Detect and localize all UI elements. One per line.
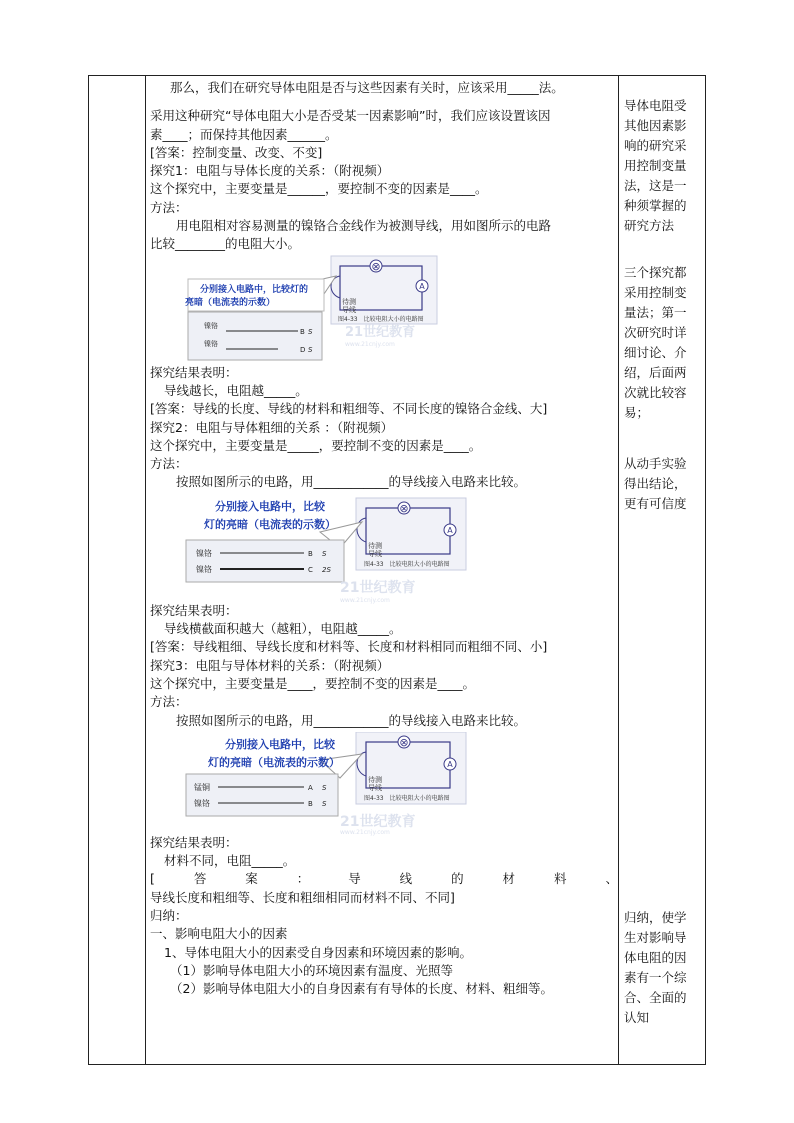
lesson-table <box>88 75 706 1065</box>
side-note-line: 量法；第一 <box>624 305 687 320</box>
wire1-end: A <box>308 783 313 792</box>
wire2-end: B <box>308 799 313 808</box>
exp2-variable-question: 这个探究中，主要变量是_____，要控制不变的因素是____。 <box>150 437 482 453</box>
exp1-method-line2: 比较________的电阻大小。 <box>150 236 301 252</box>
watermark: 21世纪教育 <box>340 813 416 830</box>
exp1-method-label: 方法： <box>150 199 188 215</box>
wire-label-1: 待测 <box>342 297 356 306</box>
side-note-line: 易； <box>624 405 650 420</box>
figure-caption: 图4-33 比较电阻大小的电路图 <box>364 794 450 802</box>
side-note-line: 其他因素影 <box>624 118 687 133</box>
exp3-figure-svg <box>180 732 470 836</box>
exp1-method-line1: 用电阻相对容易测量的镍铬合金线作为被测导线，用如图所示的电路 <box>176 218 552 234</box>
summary-label: 归纳： <box>150 908 188 924</box>
answer-char: 、 <box>605 871 618 887</box>
side-note-three-experiments <box>624 263 696 423</box>
wire2-material: 镍铬 <box>204 339 218 348</box>
exp3-method-label: 方法： <box>150 694 188 710</box>
exp3-result-label: 探究结果表明： <box>150 834 238 850</box>
exp3-result: 材料不同，电阻_____。 <box>164 853 296 869</box>
side-note-line: 三个探究都 <box>624 265 687 280</box>
side-note-line: 认知 <box>624 1010 650 1025</box>
wire-label-1: 待测 <box>368 541 382 550</box>
answer-char: 案 <box>245 871 258 887</box>
side-note-line: 绍，后面两 <box>624 365 687 380</box>
exp2-answer: [答案：导线粗细、导线长度和材料等、长度和材料相同而粗细不同、小] <box>150 639 548 655</box>
column-divider-right <box>618 76 619 1064</box>
side-note-hands-on <box>624 454 696 514</box>
figure-caption: 图4-33 比较电阻大小的电路图 <box>338 315 424 323</box>
answer-char: 导 <box>348 871 361 887</box>
wire1-area: S <box>322 783 327 792</box>
wire2-end: D <box>300 345 306 354</box>
side-note-line: 采用控制变 <box>624 285 687 300</box>
wire-label-2: 导线 <box>368 783 382 792</box>
side-note-line: 响的研究采 <box>624 138 687 153</box>
side-note-line: 次研究时详 <box>624 325 687 340</box>
lamp-symbol: ⊗ <box>371 259 381 273</box>
callout-line1: 分别接入电路中，比较 <box>215 499 325 513</box>
exp3-method-line1: 按照如图所示的电路，用____________的导线接入电路来比较。 <box>176 712 527 728</box>
wires-panel <box>186 540 344 582</box>
side-note-line: 素有一个综 <box>624 970 687 985</box>
callout-line1: 分别接入电路中，比较灯的 <box>199 284 309 295</box>
wire2-material: 镍铬 <box>194 798 210 808</box>
wire1-end: B <box>300 327 305 336</box>
side-note-line: 体电阻的因 <box>624 950 687 965</box>
exp2-result: 导线横截面积越大（越粗），电阻越_____。 <box>164 621 402 637</box>
lamp-symbol: ⊗ <box>399 501 409 515</box>
callout-line2: 灯的亮暗（电流表的示数） <box>204 517 336 531</box>
side-note-control-variable <box>624 96 696 236</box>
answer-char: ： <box>296 871 310 887</box>
side-note-summary <box>624 908 696 1028</box>
wire1-end: B <box>308 549 313 558</box>
side-note-line: 研究方法 <box>624 218 675 233</box>
answer-char: 料 <box>554 871 567 887</box>
side-note-line: 生对影响导 <box>624 930 687 945</box>
exp1-figure <box>150 254 618 364</box>
callout-line2: 亮暗（电流表的示数） <box>184 297 276 308</box>
method-question-line1: 采用这种研究“导体电阻大小是否受某一因素影响”时，我们应该设置该因 <box>150 108 551 124</box>
watermark-sub: www.21cnjy.com <box>345 340 395 348</box>
callout-line1: 分别接入电路中，比较 <box>225 737 335 751</box>
column-divider-left <box>145 76 146 1064</box>
exp2-figure-svg <box>180 496 470 606</box>
side-note-line: 细讨论、介 <box>624 345 687 360</box>
side-note-line: 得出结论， <box>624 476 687 491</box>
answer-char: 材 <box>502 871 516 887</box>
exp3-figure <box>150 730 618 834</box>
figure-caption: 图4-33 比较电阻大小的电路图 <box>364 560 450 568</box>
ammeter-label: A <box>419 281 425 291</box>
answer-text: [答案：控制变量、改变、不变] <box>150 144 323 160</box>
wire2-material: 镍铬 <box>196 564 212 574</box>
summary-item-2: （1）影响导体电阻大小的环境因素有温度、光照等 <box>170 962 453 978</box>
wire2-area: 2S <box>322 565 331 574</box>
side-note-line: 从动手实验 <box>624 456 687 471</box>
exp1-figure-svg <box>170 254 440 364</box>
side-note-line: 法，这是一 <box>624 178 687 193</box>
exp1-result: 导线越长，电阻越_____。 <box>164 382 308 398</box>
watermark-sub: www.21cnjy.com <box>340 596 390 604</box>
wire1-area: S <box>322 549 327 558</box>
side-note-line: 用控制变量 <box>624 158 687 173</box>
exp1-answer: [答案：导线的长度、导线的材料和粗细等、不同长度的镍铬合金线、大] <box>150 401 548 417</box>
exp1-title: 探究1：电阻与导体长度的关系：（附视频） <box>150 163 390 179</box>
ammeter-label: A <box>447 525 453 535</box>
side-note-line: 合、全面的 <box>624 990 687 1005</box>
exp2-title: 探究2：电阻与导体粗细的关系 ：（附视频） <box>150 419 394 435</box>
wire2-area: S <box>322 799 327 808</box>
wire1-area: S <box>308 327 313 336</box>
ammeter-label: A <box>447 759 453 769</box>
summary-item-3: （2）影响导体电阻大小的自身因素有有导体的长度、材料、粗细等。 <box>170 981 553 997</box>
exp1-result-label: 探究结果表明： <box>150 364 238 380</box>
exp3-variable-question: 这个探究中，主要变量是____，要控制不变的因素是____。 <box>150 675 476 691</box>
wire1-material: 镍铬 <box>204 321 218 330</box>
side-note-line: 归纳，使学 <box>624 910 687 925</box>
side-note-line: 更有可信度 <box>624 496 687 511</box>
answer-char: 线 <box>399 871 413 887</box>
answer-char: 答 <box>193 871 207 887</box>
summary-item-1: 1、导体电阻大小的因素受自身因素和环境因素的影响。 <box>164 944 472 960</box>
lamp-symbol: ⊗ <box>399 735 409 749</box>
watermark: 21世纪教育 <box>340 579 416 596</box>
wire2-end: C <box>308 565 313 574</box>
answer-char: 的 <box>451 871 464 887</box>
exp2-figure <box>150 492 618 602</box>
side-note-line: 次就比较容 <box>624 385 687 400</box>
intro-question: 那么，我们在研究导体电阻是否与这些因素有关时，应该采用_____法。 <box>170 80 564 95</box>
wire-label-1: 待测 <box>368 775 382 784</box>
watermark: 21世纪教育 <box>345 324 416 340</box>
exp2-result-label: 探究结果表明： <box>150 602 238 618</box>
side-note-line: 种须掌握的 <box>624 198 687 213</box>
side-note-line: 导体电阻受 <box>624 98 687 113</box>
exp3-answer-line1 <box>150 870 618 888</box>
wire-label-2: 导线 <box>368 549 382 558</box>
answer-char: [ <box>150 871 155 887</box>
exp3-answer-line2: 导线长度和粗细等、长度和粗细相同而材料不同、不同] <box>150 889 455 905</box>
wires-panel <box>186 774 338 816</box>
wire1-material: 锰铜 <box>194 782 210 792</box>
wire1-material: 镍铬 <box>196 548 212 558</box>
exp1-variable-question: 这个探究中，主要变量是______，要控制不变的因素是____。 <box>150 181 488 197</box>
main-column <box>150 76 618 999</box>
wire-label-2: 导线 <box>342 305 356 314</box>
wire2-area: S <box>308 345 313 354</box>
summary-heading: 一、影响电阻大小的因素 <box>150 926 288 942</box>
exp3-title: 探究3：电阻与导体材料的关系：（附视频） <box>150 657 390 673</box>
method-question-line2: 素____；而保持其他因素______。 <box>150 126 338 142</box>
exp2-method-label: 方法： <box>150 456 188 472</box>
exp2-method-line1: 按照如图所示的电路，用____________的导线接入电路来比较。 <box>176 474 527 490</box>
callout-line2: 灯的亮暗（电流表的示数） <box>208 755 340 769</box>
watermark-sub: www.21cnjy.com <box>340 828 390 836</box>
